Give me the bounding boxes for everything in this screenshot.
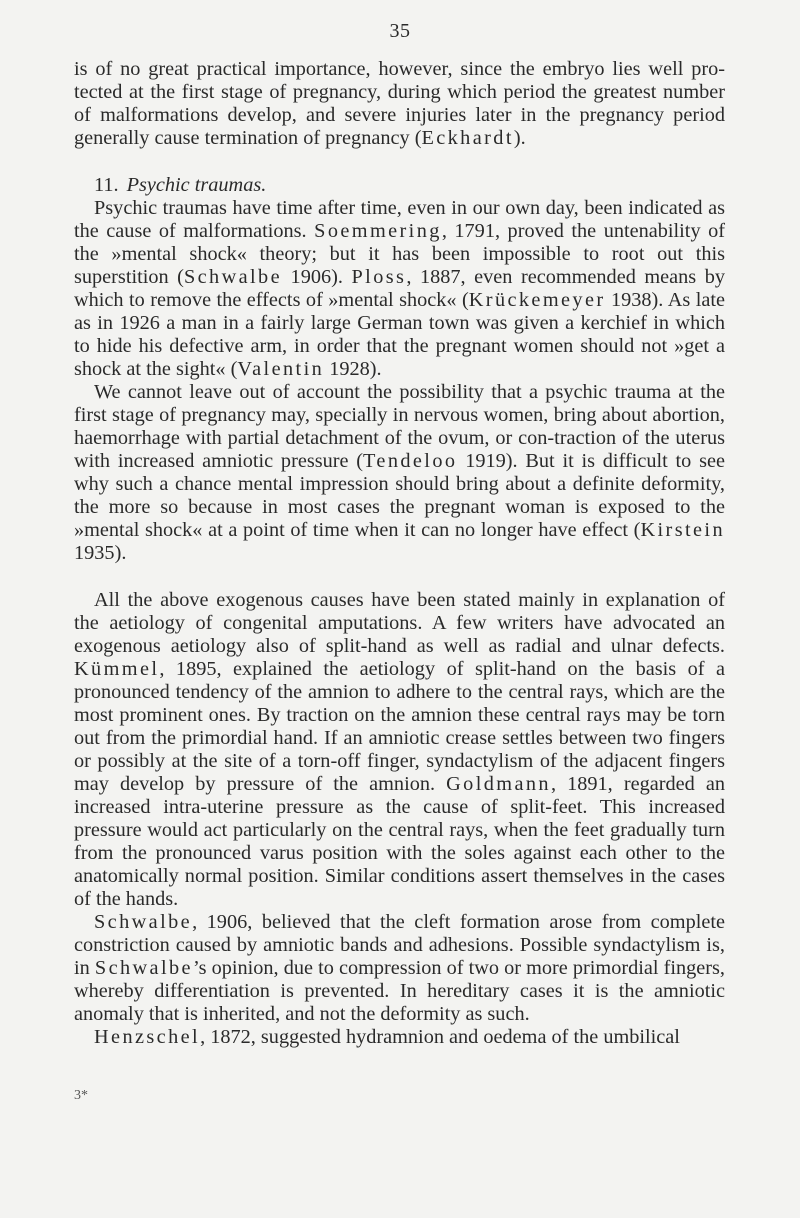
author-name: Goldmann	[446, 773, 551, 795]
author-name: Ploss	[351, 266, 407, 288]
section-gap	[74, 150, 725, 174]
paragraph-text: , 1872, suggested hydramnion and oedema of the umbilical	[200, 1026, 680, 1048]
paragraph-text: We cannot leave out of account the possibility that a psychic trauma at the first stage of pregnancy may, specially in nervous women, bring about abortion, haemorrhage with partial detachment of the ovum, or con-traction of the uterus with increased amniotic pressure (	[74, 381, 725, 472]
author-name: Schwalbe	[94, 957, 193, 979]
paragraph-text: , 1891, regarded an increased intra-uterine pressure as the cause of split-feet. This increased pressure would act particularly on the central rays, when the feet gradually turn from the pronounced varus position with the soles against each other to the anatomically normal position. Similar conditions assert themselves in the cases of the hands.	[74, 773, 725, 910]
paragraph-text: 1919). But it is difficult to see why such a chance mental impression should bring about a definite deformity, the more so because in most cases the pregnant woman is exposed to the »mental shock« at a point of time when it can no longer have effect (	[74, 450, 725, 541]
paragraph-text: , 1791, proved the untenability of the »mental shock« theory; but it has been impossible to root out this superstition (	[74, 220, 725, 288]
paragraph-text: , 1887, even recommended means by which to remove the effects of »mental shock« (	[74, 266, 726, 311]
paragraph-text: 1938). As late as in 1926 a man in a fairly large German town was given a kerchief in which to hide his defective arm, in order that the pregnant women should not »get a shock at the sight« (	[74, 289, 725, 380]
author-name: Eckhardt	[421, 127, 514, 149]
author-name: Schwalbe	[183, 266, 283, 288]
section-heading	[74, 174, 725, 197]
paragraph-text: Psychic traumas have time after time, even in our own day, been indicated as the cause of malformations.	[74, 197, 725, 242]
author-name: Kirstein	[640, 519, 725, 541]
paragraph-text: 1906).	[282, 266, 352, 288]
page-number: 35	[389, 20, 411, 42]
paragraph-text: ).	[513, 127, 526, 149]
closing-section	[74, 589, 725, 1049]
author-name: Soemmering	[314, 220, 442, 242]
section-gap	[74, 565, 725, 589]
author-name: Kümmel	[74, 658, 160, 680]
paragraph	[74, 589, 725, 911]
paragraph-text: All the above exogenous causes have been stated mainly in explanation of the aetiology of congenital amputations. A few writers have advocated an exogenous aetiology also of split-hand as well as radial and ulnar defects.	[74, 589, 725, 657]
paragraph-text: 1928).	[324, 358, 382, 380]
paragraph	[74, 911, 725, 1026]
paragraph	[74, 197, 725, 381]
paragraph	[74, 1026, 725, 1049]
paragraph	[74, 58, 725, 150]
section-number: 11.	[94, 174, 119, 196]
author-name: Henzschel	[94, 1026, 201, 1048]
paragraph-text: , 1895, explained the aetiology of split-hand on the basis of a pronounced tendency of the amnion to adhere to the central rays, which are the most prominent ones. By traction on the amnion these central rays may be torn out from the primordial hand. If an amniotic crease settles between two fingers or possibly at the site of a torn-off finger, syndactylism of the adjacent fingers may develop by pressure of the amnion.	[74, 658, 725, 795]
paragraph	[74, 381, 725, 565]
section-body	[74, 197, 725, 565]
section-title: Psychic traumas.	[126, 174, 267, 196]
intro-section	[74, 58, 725, 150]
paragraph-text: , 1906, believed that the cleft formation arose from complete constriction caused by amniotic bands and adhesions. Possible syndactylism is, in	[74, 911, 725, 979]
author-name: Valentin	[237, 358, 325, 380]
paragraph-text: is of no great practical importance, however, since the embryo lies well pro-tected at the first stage of pregnancy, during which period the greatest number of malformations develop, and severe injuries later in the pregnancy period generally cause termination of pregnancy (	[74, 58, 725, 149]
printer-signature: 3*	[74, 1088, 88, 1103]
page-body	[74, 58, 725, 1049]
author-name: Krückemeyer	[468, 289, 606, 311]
author-name: Schwalbe	[94, 911, 193, 933]
paragraph-text: ’s opinion, due to compression of two or more primordial fingers, whereby differentiation is prevented. In hereditary cases it is the amniotic anomaly that is inherited, and not the deformity as such.	[74, 957, 725, 1025]
paragraph-text: 1935).	[74, 542, 127, 564]
author-name: Tendeloo	[363, 450, 458, 472]
